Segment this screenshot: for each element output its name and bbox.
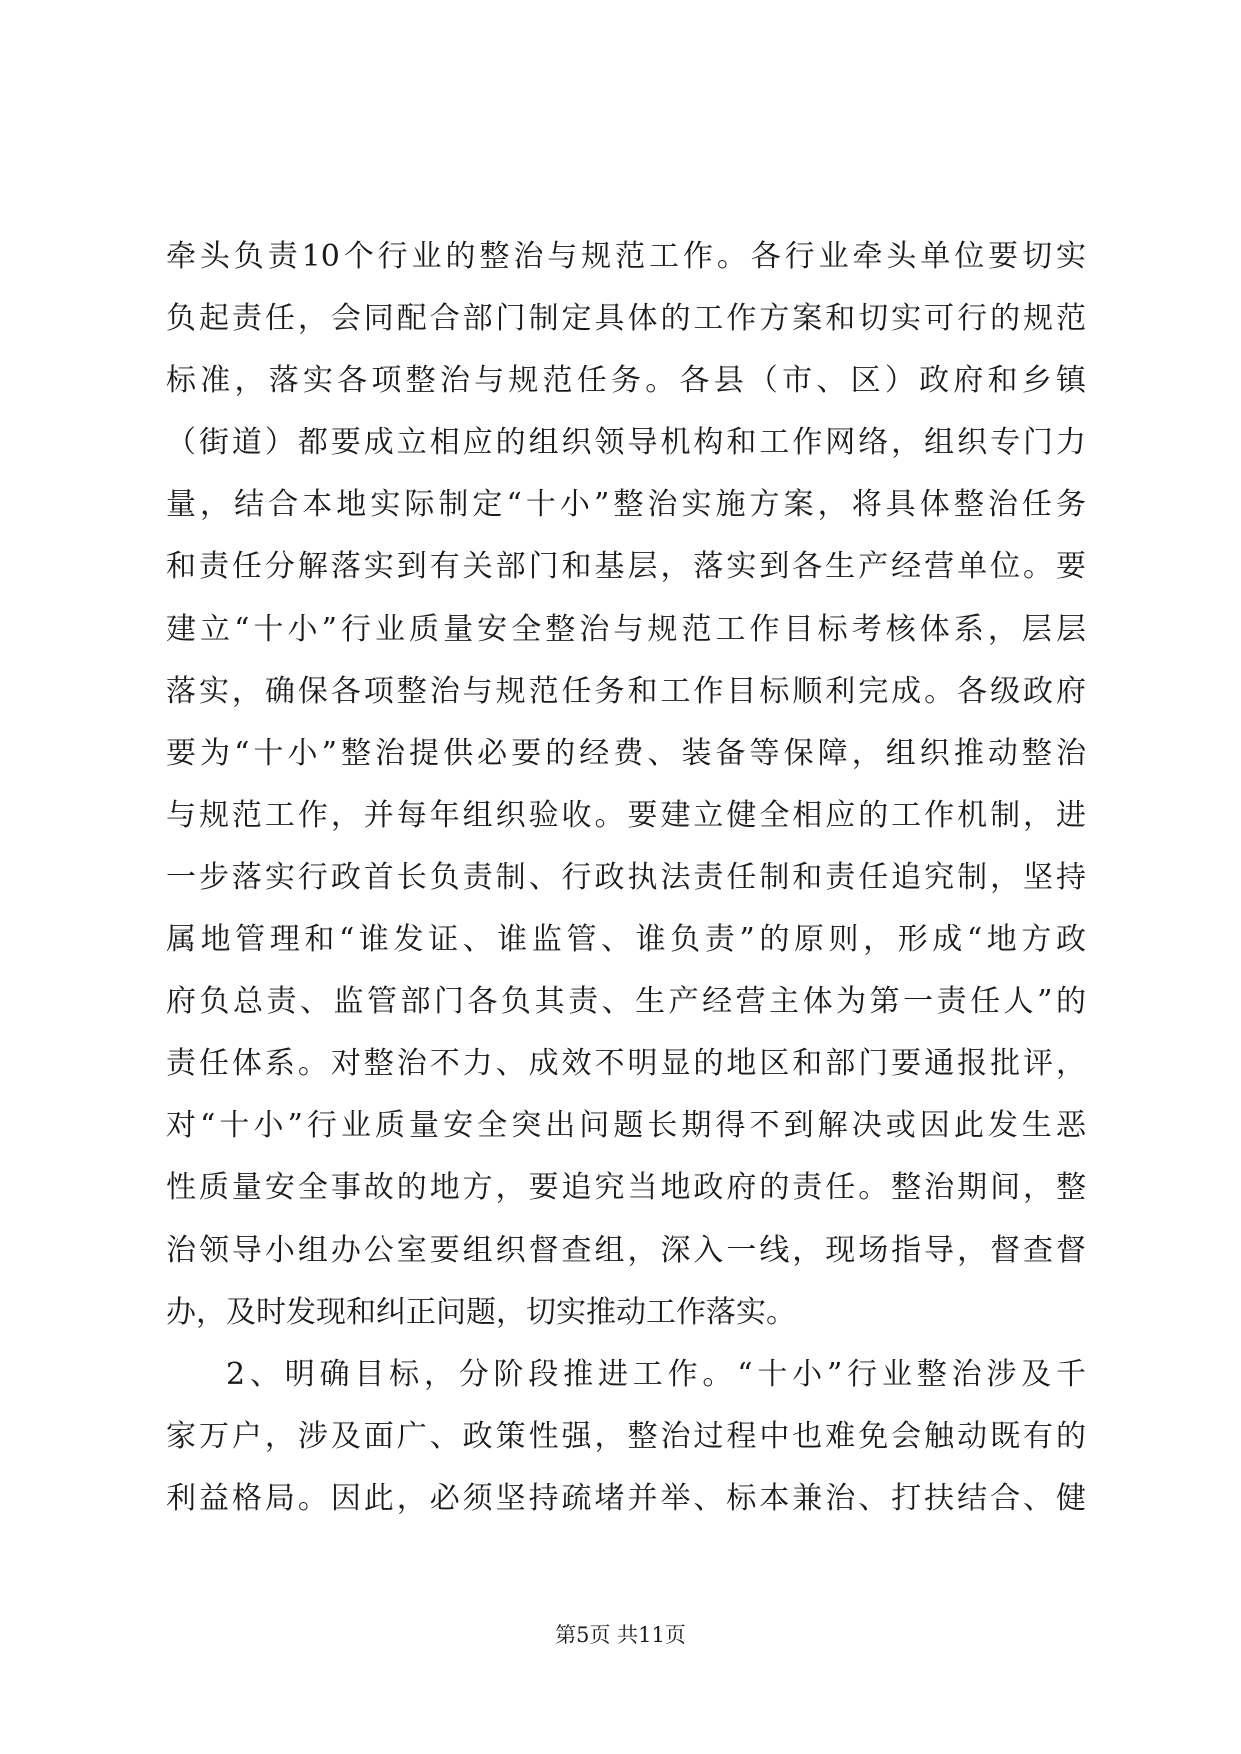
text-line: 利益格局。因此，必须坚持疏堵并举、标本兼治、打扶结合、健 bbox=[166, 1480, 1086, 1516]
text-line: 治领导小组办公室要组织督查组，深入一线，现场指导，督查督 bbox=[166, 1232, 1086, 1268]
text-line: 府负总责、监管部门各负其责、生产经营主体为第一责任人”的 bbox=[166, 984, 1086, 1020]
text-line: 属地管理和“谁发证、谁监管、谁负责”的原则，形成“地方政 bbox=[166, 922, 1086, 958]
paragraph-start-line: 2、明确目标，分阶段推进工作。“十小”行业整治涉及千 bbox=[226, 1356, 1086, 1392]
text-line: 一步落实行政首长负责制、行政执法责任制和责任追究制，坚持 bbox=[166, 859, 1086, 895]
text-line: 落实，确保各项整治与规范任务和工作目标顺利完成。各级政府 bbox=[166, 673, 1086, 709]
text-line: 性质量安全事故的地方，要追究当地政府的责任。整治期间，整 bbox=[166, 1170, 1086, 1206]
text-line: 要为“十小”整治提供必要的经费、装备等保障，组织推动整治 bbox=[166, 735, 1086, 771]
text-line: 与规范工作，并每年组织验收。要建立健全相应的工作机制，进 bbox=[166, 797, 1086, 833]
text-line: 责任体系。对整治不力、成效不明显的地区和部门要通报批评， bbox=[166, 1046, 1086, 1082]
text-line: 和责任分解落实到有关部门和基层，落实到各生产经营单位。要 bbox=[166, 549, 1086, 585]
text-line: 标准，落实各项整治与规范任务。各县（市、区）政府和乡镇 bbox=[166, 363, 1086, 399]
text-line: 量，结合本地实际制定“十小”整治实施方案，将具体整治任务 bbox=[166, 487, 1086, 523]
text-line: 牵头负责10个行业的整治与规范工作。各行业牵头单位要切实 bbox=[166, 239, 1086, 274]
page-number-label: 第5页 共11页 bbox=[555, 1623, 686, 1647]
paragraph-end-line: 办，及时发现和纠正问题，切实推动工作落实。 bbox=[166, 1294, 796, 1330]
text-line: 建立“十小”行业质量安全整治与规范工作目标考核体系，层层 bbox=[166, 611, 1086, 647]
page-footer bbox=[0, 1620, 1241, 1650]
text-line: 对“十小”行业质量安全突出问题长期得不到解决或因此发生恶 bbox=[166, 1108, 1086, 1144]
body-text bbox=[166, 226, 1086, 1530]
text-line: 负起责任，会同配合部门制定具体的工作方案和切实可行的规范 bbox=[166, 301, 1086, 337]
text-line: 家万户，涉及面广、政策性强，整治过程中也难免会触动既有的 bbox=[166, 1418, 1086, 1454]
text-line: （街道）都要成立相应的组织领导机构和工作网络，组织专门力 bbox=[166, 425, 1086, 461]
